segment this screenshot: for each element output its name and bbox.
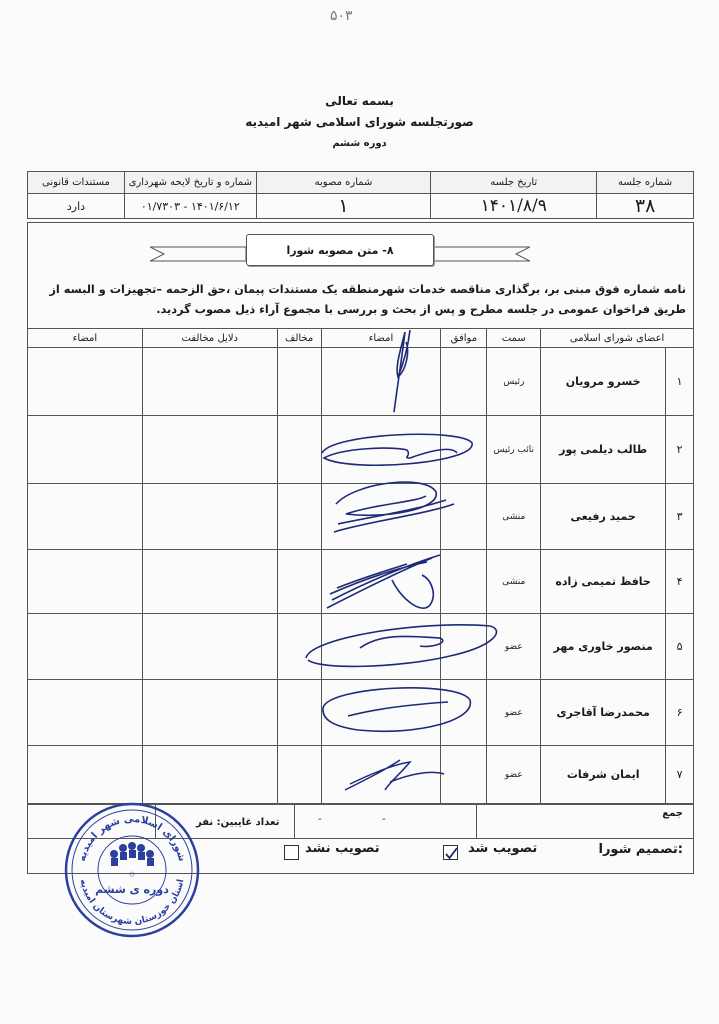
signature-1 <box>380 322 420 417</box>
oppose-cell <box>277 484 321 550</box>
member-role: منشی <box>487 550 541 614</box>
signature2-cell <box>28 680 143 746</box>
member-role: نائب رئیس <box>487 416 541 484</box>
member-name: حمید رفیعی <box>541 484 666 550</box>
oppose-cell <box>277 348 321 416</box>
approved-checkbox[interactable] <box>443 845 458 860</box>
header-signature-2: امضاء <box>28 329 143 348</box>
value-resolution-number: ۱ <box>256 194 431 219</box>
row-number: ۱ <box>666 348 694 416</box>
reasons-cell <box>142 484 277 550</box>
total-oppose-dash: - <box>318 814 322 825</box>
member-role: رئیس <box>487 348 541 416</box>
svg-text:۞: ۞ <box>129 868 135 879</box>
member-role: عضو <box>487 614 541 680</box>
member-name: محمدرضا آقاجری <box>541 680 666 746</box>
top-page-mark: ۵۰۳ <box>330 8 353 24</box>
approved-label: تصویب شد <box>468 841 538 856</box>
signature-6 <box>318 678 478 740</box>
oppose-cell <box>277 550 321 614</box>
value-bill-number-date: ۱۴۰۱/۶/۱۲ - ۰۱/۷۳۰۳ <box>124 194 256 219</box>
reasons-cell <box>142 746 277 804</box>
signature2-cell <box>28 614 143 680</box>
absent-label: تعداد غایبین: <box>216 817 280 828</box>
decision-label: تصمیم شورا: <box>598 842 683 857</box>
reasons-cell <box>142 550 277 614</box>
not-approved-label: تصویب نشد <box>305 841 380 856</box>
total-label: جمع <box>662 808 683 819</box>
session-info-table <box>27 171 694 219</box>
signature-3 <box>326 474 461 539</box>
not-approved-checkbox[interactable] <box>284 845 299 860</box>
member-name: خسرو مرویان <box>541 348 666 416</box>
header-session-date: تاریخ جلسه <box>431 172 597 194</box>
row-number: ۲ <box>666 416 694 484</box>
table-row <box>28 348 694 416</box>
oppose-cell <box>277 746 321 804</box>
row-number: ۷ <box>666 746 694 804</box>
oppose-cell <box>277 680 321 746</box>
member-name: ایمان شرفات <box>541 746 666 804</box>
signature-2 <box>312 428 482 478</box>
absent-unit: نفر <box>196 817 214 828</box>
row-number: ۴ <box>666 550 694 614</box>
value-session-number: ۳۸ <box>597 194 694 219</box>
total-agree-dash: - <box>382 814 386 825</box>
document-title: صورتجلسه شورای اسلامی شهر امیدیه <box>245 115 474 129</box>
signature-4 <box>322 550 447 620</box>
resolution-text: نامه شماره فوق مبنی بر، برگذاری مناقصه خدمات شهرمنطقه یک مستندات پیمان ،حق الزحمه –تجهیزات و البسه از طریق فراخوان عمومی در جلسه مطرح و پس از بحث و بررسی با مجموع آراء ذیل مصوب گردید. <box>49 283 686 316</box>
section-title: ۸- متن مصوبه شورا <box>286 243 394 257</box>
header-members: اعضای شورای اسلامی <box>541 329 694 348</box>
header-oppose: مخالف <box>277 329 321 348</box>
member-role: عضو <box>487 746 541 804</box>
member-name: حافظ تمیمی زاده <box>541 550 666 614</box>
council-seal <box>62 800 202 940</box>
signature2-cell <box>28 746 143 804</box>
svg-text:شورای اسلامی شهر امیدیه: شورای اسلامی شهر امیدیه <box>76 813 188 863</box>
bismillah-heading: بسمه تعالی <box>325 94 394 108</box>
header-session-number: شماره جلسه <box>597 172 694 194</box>
signature2-cell <box>28 484 143 550</box>
reasons-cell <box>142 680 277 746</box>
header-legal-docs: مستندات قانونی <box>28 172 125 194</box>
header-reasons: دلایل مخالفت <box>142 329 277 348</box>
section-title-banner <box>246 234 434 266</box>
header-signature: امضاء <box>321 329 441 348</box>
header-agree: موافق <box>441 329 487 348</box>
reasons-cell <box>142 416 277 484</box>
member-role: منشی <box>487 484 541 550</box>
absent-count <box>196 817 279 828</box>
agree-cell <box>441 550 487 614</box>
check-icon <box>444 847 458 861</box>
row-number: ۵ <box>666 614 694 680</box>
member-name: طالب دیلمی پور <box>541 416 666 484</box>
svg-text:استان خوزستان شهرستان امیدیه: استان خوزستان شهرستان امیدیه <box>77 878 187 928</box>
header-bill-number-date: شماره و تاریخ لایحه شهرداری <box>124 172 256 194</box>
agree-cell <box>441 348 487 416</box>
reasons-cell <box>142 348 277 416</box>
signature-7 <box>340 752 450 797</box>
header-position: سمت <box>487 329 541 348</box>
row-number: ۶ <box>666 680 694 746</box>
row-number: ۳ <box>666 484 694 550</box>
header-resolution-number: شماره مصوبه <box>256 172 431 194</box>
value-session-date: ۱۴۰۱/۸/۹ <box>431 194 597 219</box>
member-name: منصور خاوری مهر <box>541 614 666 680</box>
total-divider <box>476 804 477 838</box>
council-term: دوره ششم <box>332 138 387 149</box>
signature2-cell <box>28 550 143 614</box>
svg-text:دوره ی ششم: دوره ی ششم <box>95 883 169 896</box>
total-divider <box>294 804 295 838</box>
value-legal-docs: دارد <box>28 194 125 219</box>
signature2-cell <box>28 416 143 484</box>
signature2-cell <box>28 348 143 416</box>
reasons-cell <box>142 614 277 680</box>
member-role: عضو <box>487 680 541 746</box>
signature-5 <box>300 618 505 673</box>
